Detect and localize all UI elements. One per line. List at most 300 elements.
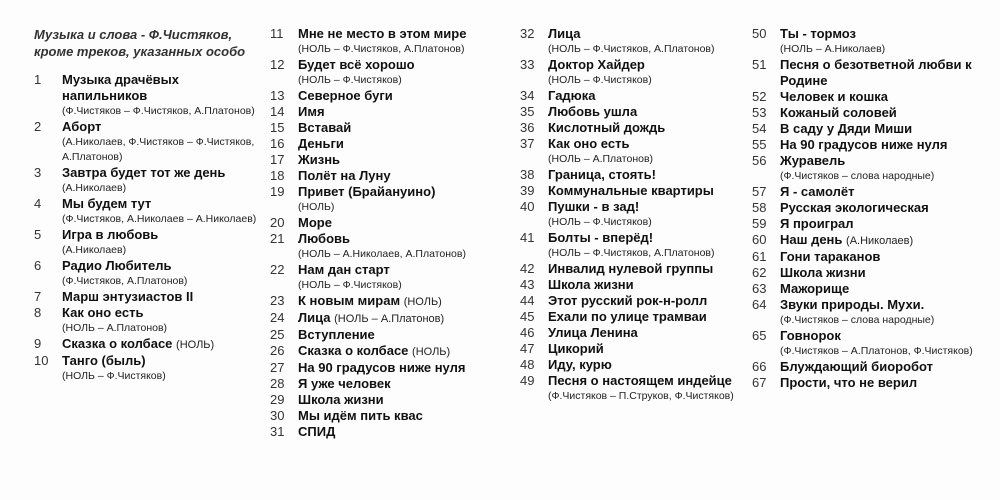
credits-intro: Музыка и слова - Ф.Чистяков, кроме треков, указанных особо: [34, 27, 246, 59]
track-title: К новым мирам: [298, 293, 401, 308]
track-title-line: [62, 336, 266, 353]
track-title-line: [298, 26, 520, 42]
track-credit: (А.Николаев): [62, 244, 127, 256]
track-number: 1: [34, 72, 42, 87]
track-item: [520, 373, 752, 404]
track-number: 5: [34, 227, 42, 242]
track-title: Я - самолёт: [780, 184, 855, 199]
track-title-line: [62, 353, 266, 369]
track-title-line: [298, 376, 520, 392]
track-title-line: [298, 293, 520, 310]
track-title-line: [548, 167, 752, 183]
track-title: Игра в любовь: [62, 227, 159, 242]
track-title-line: [548, 277, 752, 293]
track-title-line: [780, 359, 998, 375]
track-title-line: [780, 281, 998, 297]
track-title-line: [298, 392, 520, 408]
track-item: [520, 104, 752, 120]
track-title-line: [298, 136, 520, 152]
track-item: [520, 357, 752, 373]
track-number: 33: [520, 57, 535, 72]
track-credit: (НОЛЬ – Ф.Чистяков): [548, 74, 652, 86]
track-number: 12: [270, 57, 285, 72]
track-item: [270, 136, 520, 152]
tracklist-column-2: [270, 26, 520, 440]
track-title: Мажорище: [780, 281, 850, 296]
track-title: Жизнь: [298, 152, 341, 167]
track-title-line: [298, 360, 520, 376]
track-item: [752, 359, 998, 375]
track-item: [34, 119, 266, 165]
tracklist-column-3: [520, 26, 752, 404]
track-credit: (Ф.Чистяков – слова народные): [780, 314, 935, 326]
track-title: Гони тараканов: [780, 249, 881, 264]
track-number: 2: [34, 119, 42, 134]
track-item: [270, 231, 520, 262]
track-title: Прости, что не верил: [780, 375, 918, 390]
track-title-line: [298, 310, 520, 327]
track-title-line: [780, 153, 998, 169]
track-item: [270, 26, 520, 57]
track-title-line: [298, 424, 520, 440]
track-item: [752, 26, 998, 57]
track-item: [520, 183, 752, 199]
track-title-line: [62, 227, 266, 243]
track-credit: (Ф.Чистяков – Ф.Чистяков, А.Платонов): [62, 105, 255, 117]
track-credit: (НОЛЬ): [412, 346, 451, 358]
track-number: 64: [752, 297, 767, 312]
track-number: 16: [270, 136, 285, 151]
track-title: Этот русский рок-н-ролл: [548, 293, 708, 308]
track-item: [752, 281, 998, 297]
track-item: [752, 297, 998, 328]
track-title-line: [548, 309, 752, 325]
track-title-line: [548, 183, 752, 199]
track-item: [752, 232, 998, 249]
track-title-line: [298, 120, 520, 136]
tracklist-column-1: [34, 26, 266, 384]
track-title-line: [780, 232, 998, 249]
track-credit: (НОЛЬ – Ф.Чистяков): [298, 74, 402, 86]
track-title-line: [298, 152, 520, 168]
track-title: Я проиграл: [780, 216, 854, 231]
track-number: 9: [34, 336, 42, 351]
track-number: 52: [752, 89, 767, 104]
track-title: Вставай: [298, 120, 352, 135]
track-title-line: [780, 105, 998, 121]
track-number: 37: [520, 136, 535, 151]
track-title-line: [62, 72, 266, 104]
track-number: 31: [270, 424, 285, 439]
track-title: Радио Любитель: [62, 258, 172, 273]
track-number: 55: [752, 137, 767, 152]
track-credit: (Ф.Чистяков – А.Платонов, Ф.Чистяков): [780, 345, 973, 357]
track-title-line: [548, 357, 752, 373]
track-title-line: [548, 104, 752, 120]
track-item: [520, 26, 752, 57]
track-title: Будет всё хорошо: [298, 57, 415, 72]
track-title-line: [548, 230, 752, 246]
track-item: [752, 328, 998, 359]
track-title: Я уже человек: [298, 376, 391, 391]
track-item: [34, 227, 266, 258]
track-number: 60: [752, 232, 767, 247]
track-title: Мне не место в этом мире: [298, 26, 467, 41]
track-number: 38: [520, 167, 535, 182]
track-credit: (НОЛЬ): [403, 296, 442, 308]
track-title-line: [62, 119, 266, 135]
track-number: 27: [270, 360, 285, 375]
track-item: [752, 249, 998, 265]
track-title: Сказка о колбасе: [298, 343, 409, 358]
track-title: Школа жизни: [780, 265, 866, 280]
track-credit: (НОЛЬ – Ф.Чистяков, А.Платонов): [298, 43, 465, 55]
track-number: 15: [270, 120, 285, 135]
track-number: 54: [752, 121, 767, 136]
track-title: На 90 градусов ниже нуля: [298, 360, 466, 375]
track-item: [270, 104, 520, 120]
track-number: 32: [520, 26, 535, 41]
track-number: 63: [752, 281, 767, 296]
track-credit: (НОЛЬ – Ф.Чистяков): [62, 370, 166, 382]
track-title-line: [62, 196, 266, 212]
track-title-line: [548, 325, 752, 341]
track-item: [752, 375, 998, 391]
track-title-line: [548, 120, 752, 136]
track-title: Нам дан старт: [298, 262, 390, 277]
track-title: Ехали по улице трамваи: [548, 309, 707, 324]
track-title: Музыка драчёвых напильников: [62, 72, 179, 103]
track-number: 39: [520, 183, 535, 198]
track-title: Вступление: [298, 327, 375, 342]
track-title-line: [548, 373, 752, 389]
track-number: 36: [520, 120, 535, 135]
tracklist-column-4: [752, 26, 998, 391]
track-item: [270, 184, 520, 215]
track-title-line: [548, 57, 752, 73]
track-title-line: [548, 136, 752, 152]
track-title: Иду, курю: [548, 357, 612, 372]
track-title: В саду у Дяди Миши: [780, 121, 913, 136]
track-title: Гадюка: [548, 88, 596, 103]
track-item: [520, 199, 752, 230]
track-title: Деньги: [298, 136, 344, 151]
track-credit: (НОЛЬ – А.Николаев): [780, 43, 886, 55]
track-credit: (НОЛЬ – Ф.Чистяков, А.Платонов): [548, 43, 715, 55]
track-number: 3: [34, 165, 42, 180]
track-number: 11: [270, 26, 284, 41]
track-title-line: [780, 89, 998, 105]
track-number: 23: [270, 293, 285, 308]
track-number: 46: [520, 325, 535, 340]
track-item: [520, 88, 752, 104]
track-title-line: [780, 137, 998, 153]
track-title: Аборт: [62, 119, 102, 134]
track-title: Песня о настоящем индейце: [548, 373, 732, 388]
track-title: Северное буги: [298, 88, 393, 103]
track-title-line: [298, 57, 520, 73]
track-title: Любовь: [298, 231, 351, 246]
track-item: [34, 353, 266, 384]
track-title: Завтра будет тот же день: [62, 165, 226, 180]
track-title: Лица: [298, 310, 331, 325]
track-title-line: [298, 104, 520, 120]
track-number: 61: [752, 249, 767, 264]
track-item: [752, 137, 998, 153]
track-item: [520, 120, 752, 136]
track-title: Доктор Хайдер: [548, 57, 645, 72]
track-number: 53: [752, 105, 767, 120]
track-credit: (А.Николаев): [62, 182, 127, 194]
track-number: 42: [520, 261, 535, 276]
track-title: Кислотный дождь: [548, 120, 666, 135]
track-item: [270, 424, 520, 440]
track-item: [520, 57, 752, 88]
track-item: [270, 392, 520, 408]
track-number: 56: [752, 153, 767, 168]
track-number: 10: [34, 353, 49, 368]
track-item: [520, 293, 752, 309]
track-title: Мы идём пить квас: [298, 408, 423, 423]
track-title: Море: [298, 215, 332, 230]
track-title-line: [62, 258, 266, 274]
track-item: [270, 168, 520, 184]
track-title-line: [62, 165, 266, 181]
track-number: 35: [520, 104, 535, 119]
track-number: 26: [270, 343, 285, 358]
track-title: Коммунальные квартиры: [548, 183, 714, 198]
track-credit: (НОЛЬ – А.Николаев, А.Платонов): [298, 248, 466, 260]
track-item: [752, 121, 998, 137]
track-title-line: [548, 293, 752, 309]
track-title: Говнорок: [780, 328, 841, 343]
track-item: [520, 230, 752, 261]
track-title-line: [62, 305, 266, 321]
track-number: 50: [752, 26, 767, 41]
track-title-line: [780, 200, 998, 216]
track-number: 34: [520, 88, 535, 103]
track-title: Школа жизни: [548, 277, 634, 292]
track-number: 13: [270, 88, 285, 103]
track-title: Сказка о колбасе: [62, 336, 173, 351]
track-item: [270, 376, 520, 392]
track-number: 65: [752, 328, 767, 343]
track-item: [520, 341, 752, 357]
track-title-line: [548, 261, 752, 277]
track-number: 17: [270, 152, 285, 167]
track-number: 7: [34, 289, 42, 304]
track-title-line: [548, 26, 752, 42]
track-item: [520, 309, 752, 325]
track-number: 22: [270, 262, 285, 277]
track-credit: (НОЛЬ – Ф.Чистяков, А.Платонов): [548, 247, 715, 259]
track-number: 45: [520, 309, 535, 324]
track-credit: (НОЛЬ): [298, 201, 335, 213]
track-title-line: [298, 168, 520, 184]
track-title: Школа жизни: [298, 392, 384, 407]
track-title: Пушки - в зад!: [548, 199, 640, 214]
track-title: Как оно есть: [62, 305, 144, 320]
track-title: Человек и кошка: [780, 89, 889, 104]
track-title-line: [298, 215, 520, 231]
track-title: Имя: [298, 104, 325, 119]
track-credit: (А.Николаев): [846, 235, 914, 247]
track-item: [520, 325, 752, 341]
track-title: Болты - вперёд!: [548, 230, 654, 245]
track-item: [34, 305, 266, 336]
track-title-line: [298, 408, 520, 424]
track-item: [752, 153, 998, 184]
track-title-line: [62, 289, 266, 305]
track-title-line: [780, 57, 998, 89]
track-item: [270, 152, 520, 168]
track-item: [752, 216, 998, 232]
track-title: Журавель: [780, 153, 846, 168]
track-number: 59: [752, 216, 767, 231]
track-credit: (НОЛЬ – А.Платонов): [62, 322, 168, 334]
track-credit: (НОЛЬ – Ф.Чистяков): [298, 279, 402, 291]
track-title: Инвалид нулевой группы: [548, 261, 714, 276]
track-credit: (А.Николаев, Ф.Чистяков – Ф.Чистяков, А.Платонов): [62, 136, 255, 163]
track-item: [270, 88, 520, 104]
track-title-line: [548, 88, 752, 104]
track-number: 29: [270, 392, 285, 407]
track-title: Звуки природы. Мухи.: [780, 297, 925, 312]
track-title-line: [780, 121, 998, 137]
track-number: 44: [520, 293, 535, 308]
track-number: 30: [270, 408, 285, 423]
track-number: 18: [270, 168, 285, 183]
track-title-line: [780, 26, 998, 42]
track-number: 47: [520, 341, 535, 356]
track-item: [270, 262, 520, 293]
track-number: 40: [520, 199, 535, 214]
track-title-line: [780, 375, 998, 391]
track-number: 41: [520, 230, 535, 245]
track-title-line: [780, 297, 998, 313]
track-item: [34, 72, 266, 119]
track-number: 25: [270, 327, 285, 342]
track-item: [270, 408, 520, 424]
track-item: [752, 265, 998, 281]
track-number: 58: [752, 200, 767, 215]
track-title: Марш энтузиастов II: [62, 289, 194, 304]
track-title-line: [298, 231, 520, 247]
track-credit: (Ф.Чистяков – слова народные): [780, 170, 935, 182]
track-item: [270, 120, 520, 136]
track-title-line: [548, 199, 752, 215]
track-title-line: [780, 265, 998, 281]
track-title: Граница, стоять!: [548, 167, 656, 182]
track-item: [520, 167, 752, 183]
track-title: Цикорий: [548, 341, 604, 356]
track-number: 24: [270, 310, 285, 325]
track-title-line: [298, 327, 520, 343]
track-item: [752, 105, 998, 121]
track-item: [270, 310, 520, 327]
track-number: 4: [34, 196, 42, 211]
track-number: 19: [270, 184, 285, 199]
track-credit: (НОЛЬ): [176, 339, 215, 351]
track-credit: (Ф.Чистяков, А.Николаев – А.Николаев): [62, 213, 257, 225]
track-number: 43: [520, 277, 535, 292]
track-title: Ты - тормоз: [780, 26, 857, 41]
track-number: 8: [34, 305, 42, 320]
track-title-line: [298, 184, 520, 200]
track-credit: (Ф.Чистяков – П.Струков, Ф.Чистяков): [548, 390, 734, 402]
track-item: [270, 327, 520, 343]
track-title: Блуждающий биоробот: [780, 359, 934, 374]
track-title: Лица: [548, 26, 581, 41]
track-number: 28: [270, 376, 285, 391]
track-item: [34, 336, 266, 353]
track-title: Полёт на Луну: [298, 168, 391, 183]
track-item: [270, 293, 520, 310]
track-title: Русская экологическая: [780, 200, 929, 215]
track-number: 48: [520, 357, 535, 372]
track-credit: (НОЛЬ – А.Платонов): [548, 153, 654, 165]
track-credit: (НОЛЬ – А.Платонов): [334, 313, 445, 325]
track-credit: (Ф.Чистяков, А.Платонов): [62, 275, 188, 287]
track-number: 14: [270, 104, 285, 119]
track-title: Как оно есть: [548, 136, 630, 151]
track-title-line: [298, 343, 520, 360]
track-title: СПИД: [298, 424, 336, 439]
track-title: Привет (Брайануино): [298, 184, 436, 199]
track-item: [752, 89, 998, 105]
track-title: Кожаный соловей: [780, 105, 897, 120]
track-number: 51: [752, 57, 767, 72]
track-item: [520, 277, 752, 293]
track-title-line: [780, 328, 998, 344]
track-title-line: [298, 88, 520, 104]
track-title-line: [548, 341, 752, 357]
track-item: [520, 136, 752, 167]
track-item: [520, 261, 752, 277]
track-number: 67: [752, 375, 767, 390]
track-item: [34, 289, 266, 305]
track-title-line: [780, 249, 998, 265]
track-item: [752, 57, 998, 89]
track-title-line: [780, 184, 998, 200]
track-title: Любовь ушла: [548, 104, 638, 119]
track-item: [752, 184, 998, 200]
track-title: Танго (быль): [62, 353, 146, 368]
track-title: Улица Ленина: [548, 325, 638, 340]
track-number: 57: [752, 184, 767, 199]
track-credit: (НОЛЬ – Ф.Чистяков): [548, 216, 652, 228]
track-number: 21: [270, 231, 285, 246]
track-item: [752, 200, 998, 216]
track-title: Наш день: [780, 232, 843, 247]
track-item: [270, 343, 520, 360]
track-item: [270, 57, 520, 88]
track-number: 62: [752, 265, 767, 280]
track-item: [270, 360, 520, 376]
track-item: [34, 196, 266, 227]
track-title: На 90 градусов ниже нуля: [780, 137, 948, 152]
track-item: [34, 165, 266, 196]
track-number: 20: [270, 215, 285, 230]
track-title-line: [780, 216, 998, 232]
track-title: Мы будем тут: [62, 196, 152, 211]
track-number: 66: [752, 359, 767, 374]
track-number: 49: [520, 373, 535, 388]
track-number: 6: [34, 258, 42, 273]
track-title-line: [298, 262, 520, 278]
track-item: [34, 258, 266, 289]
track-item: [270, 215, 520, 231]
